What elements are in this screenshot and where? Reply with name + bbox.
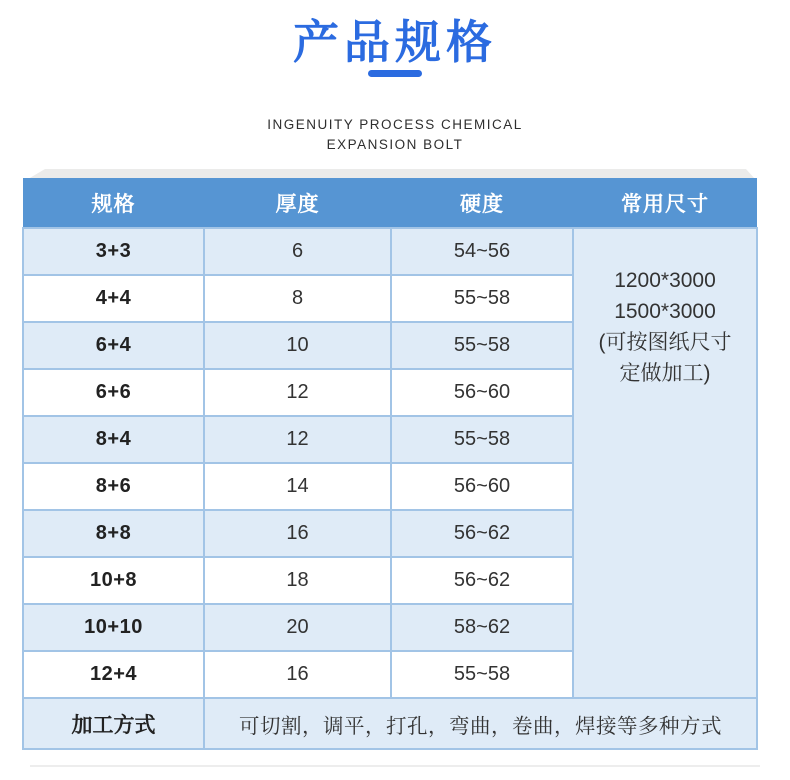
table-header-row <box>23 178 757 228</box>
processing-method-row <box>23 698 757 749</box>
hardness-cell: 55~58 <box>391 416 573 463</box>
hardness-cell: 54~56 <box>391 228 573 275</box>
spec-table <box>22 178 758 750</box>
thickness-cell: 14 <box>204 463 391 510</box>
spec-cell: 4+4 <box>23 275 204 322</box>
spec-cell: 8+6 <box>23 463 204 510</box>
processing-method-label-cell: 加工方式 <box>23 698 204 749</box>
spec-cell: 8+8 <box>23 510 204 557</box>
header-cell-thickness: 厚度 <box>204 178 391 228</box>
thickness-cell: 12 <box>204 369 391 416</box>
title-underline-decoration <box>368 70 422 77</box>
hardness-cell: 56~62 <box>391 557 573 604</box>
hardness-cell: 55~58 <box>391 322 573 369</box>
thickness-cell: 16 <box>204 510 391 557</box>
spec-table-card <box>22 178 756 750</box>
page-title: 产品规格 <box>293 16 497 68</box>
subtitle <box>0 115 790 155</box>
spec-cell: 8+4 <box>23 416 204 463</box>
hardness-cell: 56~62 <box>391 510 573 557</box>
header-cell-common-size: 常用尺寸 <box>573 178 757 228</box>
thickness-cell: 16 <box>204 651 391 698</box>
hardness-cell: 55~58 <box>391 275 573 322</box>
hardness-cell: 56~60 <box>391 463 573 510</box>
hardness-cell: 58~62 <box>391 604 573 651</box>
thickness-cell: 6 <box>204 228 391 275</box>
thickness-cell: 10 <box>204 322 391 369</box>
thickness-cell: 12 <box>204 416 391 463</box>
spec-cell: 3+3 <box>23 228 204 275</box>
thickness-cell: 8 <box>204 275 391 322</box>
thickness-cell: 18 <box>204 557 391 604</box>
table-row <box>23 228 757 275</box>
hardness-cell: 55~58 <box>391 651 573 698</box>
spec-cell: 6+4 <box>23 322 204 369</box>
processing-method-value-cell: 可切割，调平，打孔，弯曲，卷曲，焊接等多种方式 <box>204 698 757 749</box>
spec-cell: 6+6 <box>23 369 204 416</box>
common-size-cell <box>573 228 757 698</box>
hardness-cell: 56~60 <box>391 369 573 416</box>
spec-cell: 10+10 <box>23 604 204 651</box>
common-size-line: 1500*3000 <box>614 300 716 323</box>
header-cell-spec: 规格 <box>23 178 204 228</box>
common-size-line: (可按图纸尺寸 <box>598 331 732 354</box>
spec-cell: 12+4 <box>23 651 204 698</box>
header-cell-hardness: 硬度 <box>391 178 573 228</box>
common-size-line: 1200*3000 <box>614 269 716 292</box>
spec-cell: 10+8 <box>23 557 204 604</box>
common-size-line: 定做加工) <box>619 362 711 385</box>
bottom-divider <box>30 765 760 767</box>
thickness-cell: 20 <box>204 604 391 651</box>
subtitle-line-2: EXPANSION BOLT <box>326 137 464 152</box>
subtitle-line-1: INGENUITY PROCESS CHEMICAL <box>267 117 523 132</box>
